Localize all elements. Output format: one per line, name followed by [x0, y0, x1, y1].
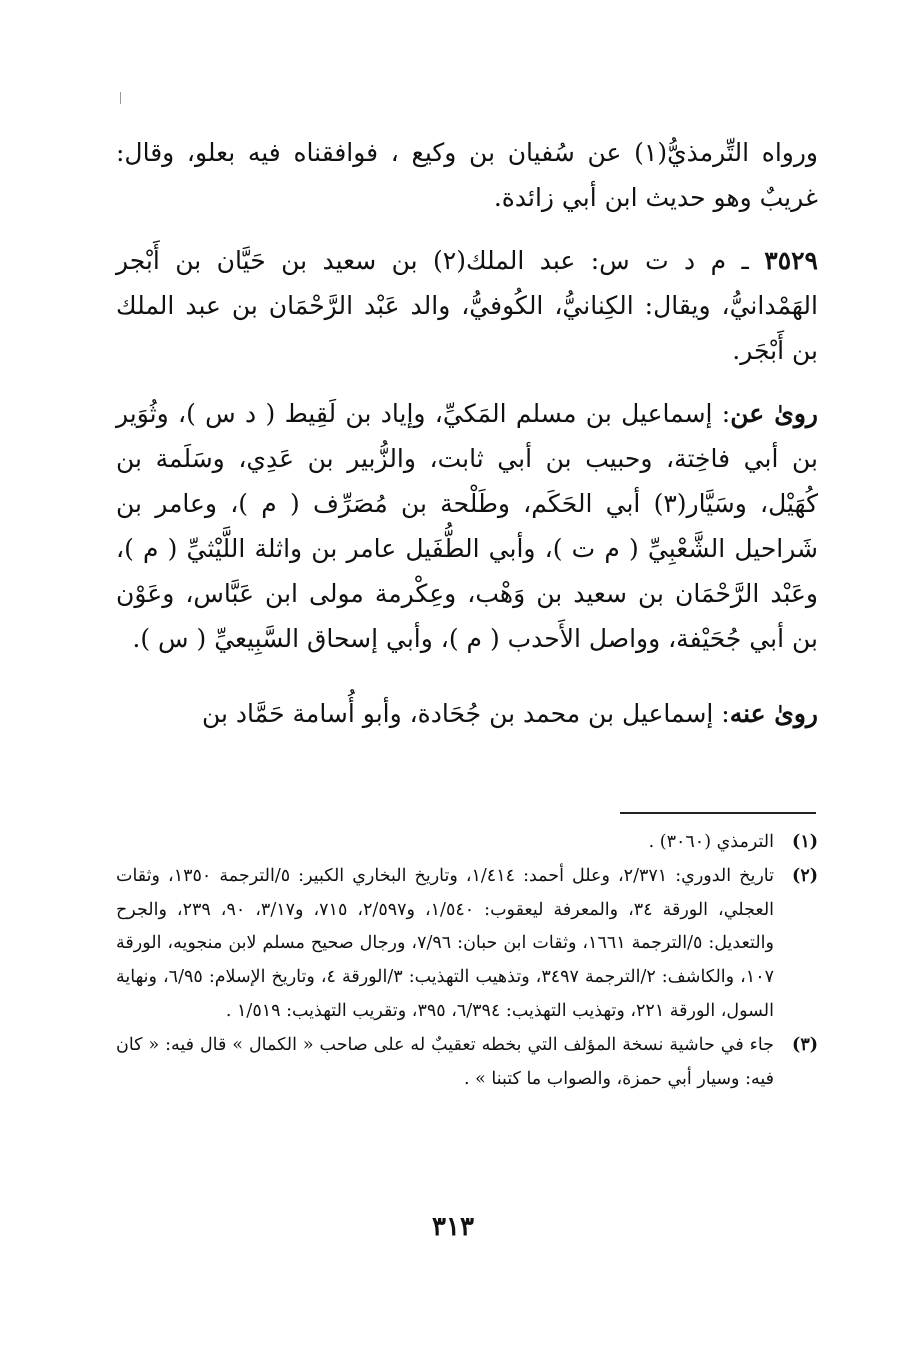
footnote-item [116, 826, 818, 860]
narrated-by-text: : إسماعيل بن محمد بن جُحَادة، وأبو أُسامة حَمَّاد بن [201, 699, 730, 728]
footnote-number: (٣) [792, 1034, 818, 1055]
footnote-item [116, 860, 818, 1029]
footnote-divider [620, 812, 816, 814]
narrated-from-text: : إسماعيل بن مسلم المَكيِّ، وإياد بن لَقِيط ( د س )، وثُوَير بن أبي فاخِتة، وحبيب بن أبي ثابت، والزُّبير بن عَدِي، وسَلَمة بن كُهَيْل، وسَيَّار(٣) أبي الحَكَم، وطَلْحة بن مُصَرِّف ( م )، وعامر بن شَراحيل الشَّعْبِيِّ ( م ت )، وأبي الطُّفَيل عامر بن واثلة اللَّيْثيِّ ( م )، وعَبْد الرَّحْمَان بن سعيد بن وَهْب، وعِكْرمة مولى ابن عَبَّاس، وعَوْن بن أبي جُحَيْفة، وواصل الأَحدب ( م )، وأبي إسحاق السَّبِيعيِّ ( س ). [116, 399, 818, 653]
entry-text: ـ م د ت س: عبد الملك(٢) بن سعيد بن حَيَّان بن أَبْجر الهَمْدانيُّ، ويقال: الكِنانيُّ، الكُوفيُّ، والد عَبْد الرَّحْمَان بن عبد الملك بن أَبْجَر. [116, 246, 818, 365]
footnote-text: جاء في حاشية نسخة المؤلف التي بخطه تعقيبٌ له على صاحب « الكمال » قال فيه: « كان فيه: وسيار أبي حمزة، والصواب ما كتبنا » . [116, 1034, 774, 1089]
footnote-number: (٢) [792, 865, 818, 886]
main-text [116, 130, 818, 736]
footnote-number: (١) [792, 832, 818, 852]
narrated-from-paragraph [116, 391, 818, 661]
page-number: ٣١٣ [432, 1212, 474, 1242]
footnote-item [116, 1029, 818, 1097]
biography-entry-heading [116, 238, 818, 373]
footnote-text: تاريخ الدوري: ٢/٣٧١، وعلل أحمد: ١/٤١٤، وتاريخ البخاري الكبير: ٥/الترجمة ١٣٥٠، وثقات العجلي، الورقة ٣٤، والمعرفة ليعقوب: ١/٥٤٠، و٢/٥٩٧، ٧١٥، و٣/١٧، ٩٠، ٢٣٩، والجرح والتعديل: ٥/الترجمة ١٦٦١، وثقات ابن حبان: ٧/٩٦، ورجال صحيح مسلم لابن منجويه، الورقة ١٠٧، والكاشف: ٢/الترجمة ٣٤٩٧، وتذهيب التهذيب: ٣/الورقة ٤، وتاريخ الإسلام: ٦/٩٥، ونهاية السول، الورقة ٢٢١، وتهذيب التهذيب: ٦/٣٩٤، ٣٩٥، وتقريب التهذيب: ١/٥١٩ . [116, 865, 775, 1021]
narrated-by-label: روىٰ عنه [729, 699, 818, 728]
footnote-text: الترمذي (٣٠٦٠) . [648, 832, 774, 852]
narrated-from-label: روىٰ عن [730, 399, 818, 428]
footnotes [116, 826, 818, 1096]
entry-number: ٣٥٢٩ [764, 246, 818, 275]
margin-mark [120, 92, 121, 104]
paragraph-tirmidhi-note: ورواه التِّرمذيُّ(١) عن سُفيان بن وكيع ، فوافقناه فيه بعلو، وقال: غريبٌ وهو حديث ابن أبي زائدة. [116, 138, 818, 212]
narrated-by-paragraph [116, 691, 818, 736]
